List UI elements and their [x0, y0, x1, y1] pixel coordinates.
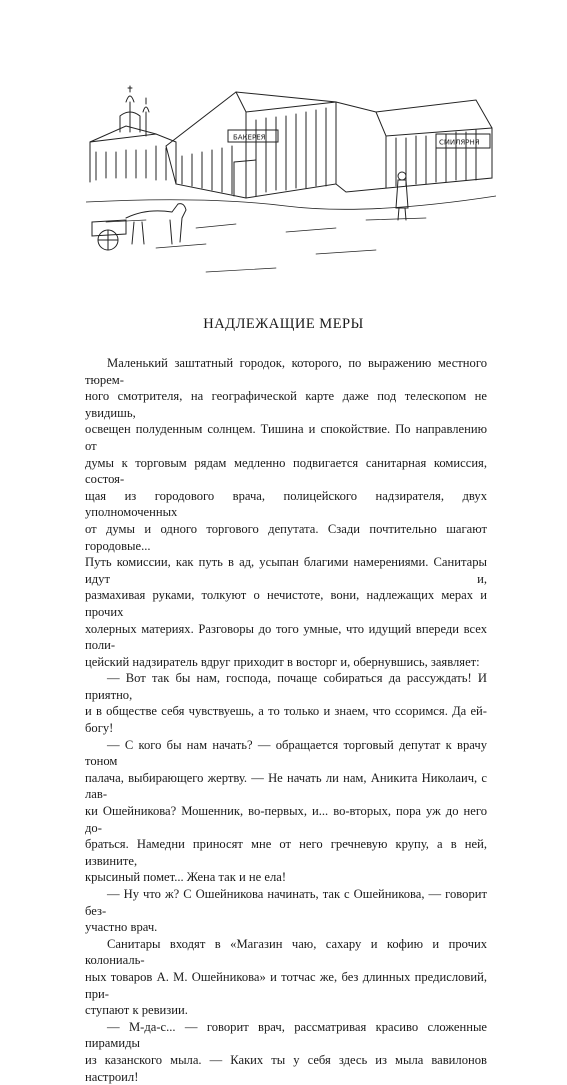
illustration-town-street	[86, 72, 496, 284]
horse-cart-icon	[92, 204, 186, 250]
story-text	[85, 355, 487, 1085]
text-line: из казанского мыла. — Каких ты у себя здесь из мыла вавилонов настроил!	[85, 1052, 487, 1084]
text-line: — С кого бы нам начать? — обращается торговый депутат к врачу тоном	[85, 737, 487, 769]
text-line: участно врач.	[85, 920, 158, 935]
chapter-title: НАДЛЕЖАЩИЕ МЕРЫ	[203, 316, 364, 332]
text-line: и в обществе себя чувствуешь, а то только и знаем, что ссоримся. Да ей-богу!	[85, 704, 487, 736]
text-line: палача, выбирающего жертву. — Не начать ли нам, Аникита Николаич, с лав-	[85, 770, 487, 802]
text-line: ного смотрителя, на географической карте даже под телескопом не увидишь,	[85, 389, 487, 420]
text-line: ки Ошейникова? Мошенник, во-первых, и... во-вторых, пора уж до него до-	[85, 804, 487, 835]
text-line: ных товаров А. М. Ошейникова» и тотчас же, без длинных предисловий, при-	[85, 969, 487, 1001]
text-line: Санитары входят в «Магазин чаю, сахару и кофию и прочих колониаль-	[85, 936, 487, 968]
text-line: — Вот так бы нам, господа, почаще собираться да рассуждать! И приятно,	[85, 671, 487, 702]
text-line: холерных материях. Разговоры до того умные, что идущий впереди всех поли-	[85, 621, 487, 653]
text-line: браться. Намедни приносят мне от него гречневую крупу, а в ней, извините,	[85, 837, 487, 868]
text-line: освещен полуденным солнцем. Тишина и спокойствие. По направлению от	[85, 422, 487, 453]
text-line: Путь комиссии, как путь в ад, усыпан благими намерениями. Санитары идут и,	[85, 555, 487, 586]
text-line: цейский надзиратель вдруг приходит в восторг и, обернувшись, заявляет:	[85, 654, 480, 669]
text-line: от думы и одного торгового депутата. Сзади почтительно шагают городовые...	[85, 521, 487, 553]
text-line: ступают к ревизии.	[85, 1003, 188, 1018]
store-sign-left: БАКЕРЕЯ	[233, 133, 266, 142]
text-line: Маленький заштатный городок, которого, по выражению местного тюрем-	[85, 356, 487, 387]
text-line: размахивая руками, толкуют о нечистоте, вони, надлежащих мерах и прочих	[85, 588, 487, 619]
text-line: крысиный помет... Жена так и не ела!	[85, 870, 287, 885]
text-line: — Ну что ж? С Ошейникова начинать, так с Ошейникова, — говорит без-	[85, 887, 487, 918]
text-line: думы к торговым рядам медленно подвигается санитарная комиссия, состоя-	[85, 455, 487, 487]
store-sign-right: СМИЛЯРНЯ	[439, 138, 480, 147]
text-line: — М-да-с... — говорит врач, рассматривая красиво сложенные пирамиды	[85, 1019, 487, 1051]
text-line: щая из городового врача, полицейского надзирателя, двух уполномоченных	[85, 488, 487, 520]
